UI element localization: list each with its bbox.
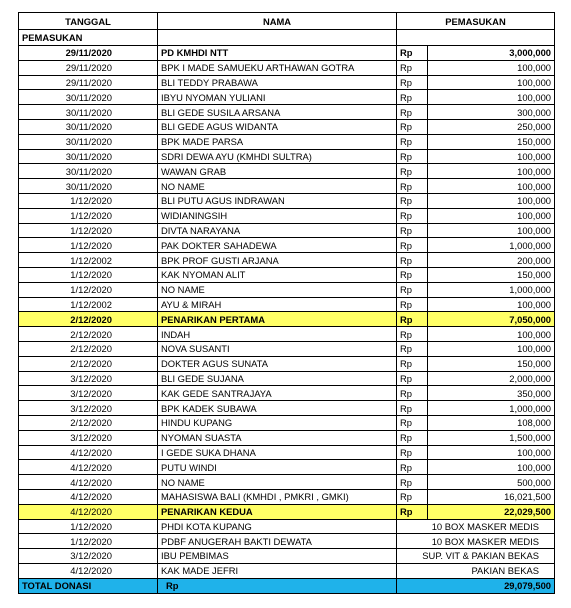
row-name: HINDU KUPANG: [158, 415, 397, 430]
row-currency: Rp: [397, 134, 428, 149]
row-currency: Rp: [397, 489, 428, 504]
goods-row: [19, 549, 555, 564]
row-name: PD KMHDI NTT: [158, 46, 397, 61]
row-name: SDRI DEWA AYU (KMHDI SULTRA): [158, 149, 397, 164]
table-row: [19, 445, 555, 460]
row-currency: Rp: [397, 282, 428, 297]
row-amount: 22,029,500: [428, 504, 555, 519]
row-date: 30/11/2020: [19, 105, 158, 120]
row-amount: 100,000: [428, 193, 555, 208]
row-name: IBYU NYOMAN YULIANI: [158, 90, 397, 105]
row-amount: 100,000: [428, 327, 555, 342]
row-currency: Rp: [397, 208, 428, 223]
row-amount: 100,000: [428, 179, 555, 194]
goods-date: 1/12/2020: [19, 534, 158, 549]
row-date: 29/11/2020: [19, 75, 158, 90]
row-currency: Rp: [397, 75, 428, 90]
row-name: INDAH: [158, 327, 397, 342]
row-currency: Rp: [397, 475, 428, 490]
row-currency: Rp: [397, 193, 428, 208]
table-row: [19, 90, 555, 105]
row-name: NOVA SUSANTI: [158, 341, 397, 356]
row-currency: Rp: [397, 460, 428, 475]
section-row: [19, 30, 555, 46]
row-amount: 100,000: [428, 60, 555, 75]
table-row: [19, 489, 555, 504]
goods-note: PAKIAN BEKAS: [397, 563, 555, 578]
header-tanggal: TANGGAL: [19, 13, 158, 30]
row-name: PAK DOKTER SAHADEWA: [158, 238, 397, 253]
row-amount: 100,000: [428, 208, 555, 223]
row-currency: Rp: [397, 253, 428, 268]
total-amount: 29,079,500: [397, 578, 555, 593]
row-currency: Rp: [397, 356, 428, 371]
row-name: BPK PROF GUSTI ARJANA: [158, 253, 397, 268]
row-name: BLI PUTU AGUS INDRAWAN: [158, 193, 397, 208]
header-pemasukan: PEMASUKAN: [397, 13, 555, 30]
table-row: [19, 46, 555, 61]
row-name: BLI GEDE SUJANA: [158, 371, 397, 386]
goods-date: 3/12/2020: [19, 549, 158, 564]
goods-name: PHDI KOTA KUPANG: [158, 519, 397, 534]
table-row: [19, 356, 555, 371]
row-name: WAWAN GRAB: [158, 164, 397, 179]
goods-row: [19, 519, 555, 534]
row-date: 4/12/2020: [19, 445, 158, 460]
row-date: 30/11/2020: [19, 164, 158, 179]
table-row: [19, 475, 555, 490]
row-amount: 100,000: [428, 341, 555, 356]
row-name: DOKTER AGUS SUNATA: [158, 356, 397, 371]
row-currency: Rp: [397, 149, 428, 164]
row-date: 1/12/2020: [19, 238, 158, 253]
table-row: [19, 341, 555, 356]
row-date: 29/11/2020: [19, 46, 158, 61]
table-row: [19, 401, 555, 416]
row-currency: Rp: [397, 164, 428, 179]
row-amount: 100,000: [428, 460, 555, 475]
row-amount: 100,000: [428, 297, 555, 312]
table-row: [19, 415, 555, 430]
table-row: [19, 164, 555, 179]
row-currency: Rp: [397, 430, 428, 445]
table-row: [19, 193, 555, 208]
table-row: [19, 460, 555, 475]
row-amount: 100,000: [428, 445, 555, 460]
row-currency: Rp: [397, 327, 428, 342]
row-amount: 150,000: [428, 267, 555, 282]
row-amount: 150,000: [428, 356, 555, 371]
goods-date: 1/12/2020: [19, 519, 158, 534]
table-row: [19, 119, 555, 134]
row-name: BLI TEDDY PRABAWA: [158, 75, 397, 90]
row-name: DIVTA NARAYANA: [158, 223, 397, 238]
row-date: 3/12/2020: [19, 401, 158, 416]
row-date: 3/12/2020: [19, 371, 158, 386]
row-currency: Rp: [397, 223, 428, 238]
row-currency: Rp: [397, 504, 428, 519]
row-name: BPK MADE PARSA: [158, 134, 397, 149]
row-currency: Rp: [397, 105, 428, 120]
row-name: NO NAME: [158, 282, 397, 297]
row-currency: Rp: [397, 297, 428, 312]
row-amount: 16,021,500: [428, 489, 555, 504]
row-date: 2/12/2020: [19, 356, 158, 371]
row-currency: Rp: [397, 46, 428, 61]
row-date: 4/12/2020: [19, 460, 158, 475]
row-name: AYU & MIRAH: [158, 297, 397, 312]
goods-row: [19, 534, 555, 549]
table-row: [19, 386, 555, 401]
goods-name: PDBF ANUGERAH BAKTI DEWATA: [158, 534, 397, 549]
row-amount: 350,000: [428, 386, 555, 401]
row-date: 29/11/2020: [19, 60, 158, 75]
row-date: 30/11/2020: [19, 179, 158, 194]
row-amount: 108,000: [428, 415, 555, 430]
row-currency: Rp: [397, 90, 428, 105]
row-name: KAK NYOMAN ALIT: [158, 267, 397, 282]
row-currency: Rp: [397, 341, 428, 356]
row-date: 1/12/2020: [19, 267, 158, 282]
row-currency: Rp: [397, 415, 428, 430]
row-amount: 100,000: [428, 164, 555, 179]
row-amount: 100,000: [428, 149, 555, 164]
goods-note: SUP. VIT & PAKIAN BEKAS: [397, 549, 555, 564]
table-row: [19, 282, 555, 297]
row-name: BLI GEDE SUSILA ARSANA: [158, 105, 397, 120]
row-amount: 100,000: [428, 223, 555, 238]
header-row: [19, 13, 555, 30]
row-date: 4/12/2020: [19, 489, 158, 504]
row-amount: 300,000: [428, 105, 555, 120]
row-name: NO NAME: [158, 475, 397, 490]
row-amount: 100,000: [428, 90, 555, 105]
goods-row: [19, 563, 555, 578]
row-name: PUTU WINDI: [158, 460, 397, 475]
table-row: [19, 312, 555, 327]
table-row: [19, 179, 555, 194]
row-name: I GEDE SUKA DHANA: [158, 445, 397, 460]
table-row: [19, 327, 555, 342]
table-row: [19, 430, 555, 445]
row-amount: 500,000: [428, 475, 555, 490]
row-currency: Rp: [397, 445, 428, 460]
row-currency: Rp: [397, 312, 428, 327]
row-currency: Rp: [397, 267, 428, 282]
goods-note: 10 BOX MASKER MEDIS: [397, 534, 555, 549]
table-row: [19, 223, 555, 238]
row-currency: Rp: [397, 60, 428, 75]
row-amount: 1,500,000: [428, 430, 555, 445]
row-amount: 150,000: [428, 134, 555, 149]
row-amount: 2,000,000: [428, 371, 555, 386]
header-nama: NAMA: [158, 13, 397, 30]
table-row: [19, 297, 555, 312]
table-row: [19, 253, 555, 268]
goods-date: 4/12/2020: [19, 563, 158, 578]
row-date: 2/12/2020: [19, 312, 158, 327]
table-row: [19, 208, 555, 223]
table-row: [19, 504, 555, 519]
row-date: 2/12/2020: [19, 415, 158, 430]
row-name: PENARIKAN KEDUA: [158, 504, 397, 519]
row-amount: 100,000: [428, 75, 555, 90]
row-date: 1/12/2020: [19, 223, 158, 238]
row-date: 1/12/2020: [19, 282, 158, 297]
row-amount: 1,000,000: [428, 401, 555, 416]
section-label: PEMASUKAN: [19, 30, 158, 46]
table-row: [19, 371, 555, 386]
row-name: NYOMAN SUASTA: [158, 430, 397, 445]
row-date: 30/11/2020: [19, 134, 158, 149]
row-currency: Rp: [397, 179, 428, 194]
row-name: PENARIKAN PERTAMA: [158, 312, 397, 327]
row-date: 1/12/2002: [19, 253, 158, 268]
row-date: 4/12/2020: [19, 504, 158, 519]
row-amount: 3,000,000: [428, 46, 555, 61]
total-label: TOTAL DONASI: [19, 578, 158, 593]
row-date: 2/12/2020: [19, 341, 158, 356]
row-name: NO NAME: [158, 179, 397, 194]
row-amount: 1,000,000: [428, 282, 555, 297]
row-currency: Rp: [397, 119, 428, 134]
goods-note: 10 BOX MASKER MEDIS: [397, 519, 555, 534]
total-row: [19, 578, 555, 593]
row-name: BPK KADEK SUBAWA: [158, 401, 397, 416]
table-row: [19, 267, 555, 282]
donation-table: [18, 12, 555, 594]
row-date: 30/11/2020: [19, 90, 158, 105]
row-date: 3/12/2020: [19, 430, 158, 445]
goods-name: KAK MADE JEFRI: [158, 563, 397, 578]
table-row: [19, 105, 555, 120]
row-currency: Rp: [397, 401, 428, 416]
row-name: WIDIANINGSIH: [158, 208, 397, 223]
row-date: 1/12/2020: [19, 193, 158, 208]
table-row: [19, 149, 555, 164]
row-currency: Rp: [397, 238, 428, 253]
goods-name: IBU PEMBIMAS: [158, 549, 397, 564]
table-row: [19, 75, 555, 90]
total-currency: Rp: [158, 578, 397, 593]
row-date: 1/12/2002: [19, 297, 158, 312]
row-date: 3/12/2020: [19, 386, 158, 401]
row-date: 1/12/2020: [19, 208, 158, 223]
row-amount: 1,000,000: [428, 238, 555, 253]
row-name: BLI GEDE AGUS WIDANTA: [158, 119, 397, 134]
row-date: 4/12/2020: [19, 475, 158, 490]
row-name: BPK I MADE SAMUEKU ARTHAWAN GOTRA: [158, 60, 397, 75]
row-currency: Rp: [397, 371, 428, 386]
table-row: [19, 238, 555, 253]
row-amount: 200,000: [428, 253, 555, 268]
row-name: KAK GEDE SANTRAJAYA: [158, 386, 397, 401]
row-amount: 250,000: [428, 119, 555, 134]
row-date: 30/11/2020: [19, 149, 158, 164]
row-amount: 7,050,000: [428, 312, 555, 327]
row-date: 30/11/2020: [19, 119, 158, 134]
row-currency: Rp: [397, 386, 428, 401]
row-date: 2/12/2020: [19, 327, 158, 342]
table-row: [19, 134, 555, 149]
row-name: MAHASISWA BALI (KMHDI , PMKRI , GMKI): [158, 489, 397, 504]
table-row: [19, 60, 555, 75]
